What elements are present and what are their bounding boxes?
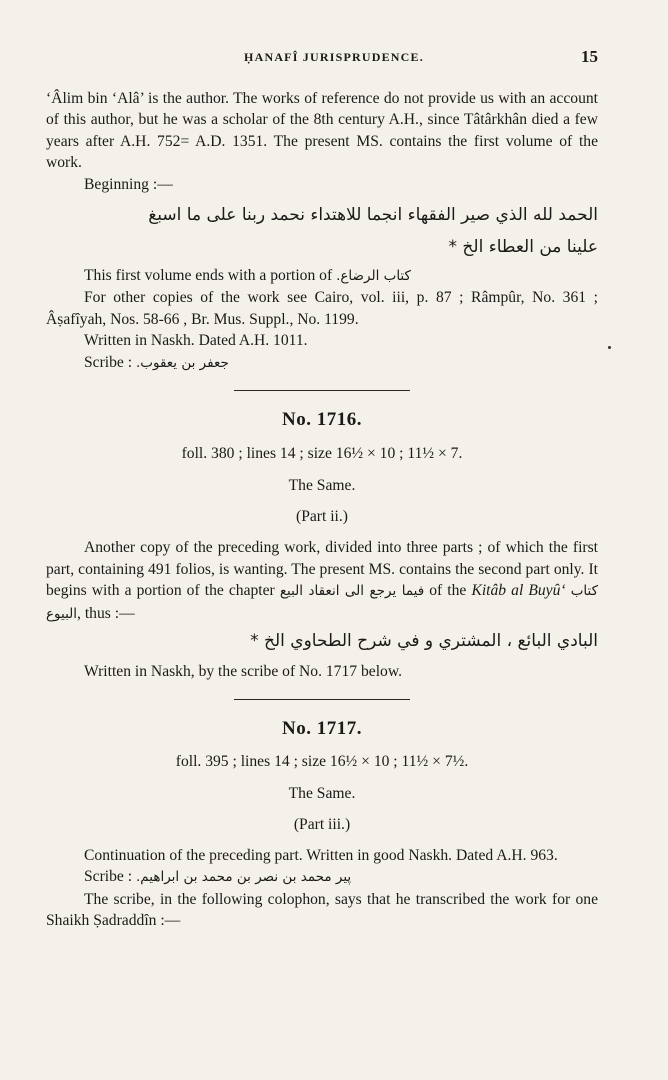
running-header xyxy=(0,47,668,74)
header-title: ḤANAFÎ JURISPRUDENCE. xyxy=(244,50,424,64)
volume-end-text: This first volume ends with a portion of xyxy=(84,267,333,285)
page-content xyxy=(46,88,598,932)
entry2-title: The Same. xyxy=(288,477,356,495)
arabic-chapter-name: فيما يرجع الى انعقاد البيع xyxy=(279,583,425,600)
entry2-arabic-line: البادي البائع ، المشتري و في شرح الطحاوي الخ * xyxy=(250,631,598,652)
entry2-text-before: Another copy of the preceding work, divided into three parts ; of which the first part, containing 491 folios, is wanting. The present MS. contains the second part only. It begins with a portion of the chapter xyxy=(46,539,598,600)
entry2-paragraph xyxy=(46,537,598,625)
scribe-label: Scribe : xyxy=(84,868,133,886)
entry2-specs: foll. 380 ; lines 14 ; size 16½ × 10 ; 11½ × 7. xyxy=(181,445,463,463)
beginning-label: Beginning :— xyxy=(84,175,173,193)
entry1-written: Written in Naskh. Dated A.H. 1011. xyxy=(84,332,308,350)
entry2-part: (Part ii.) xyxy=(296,508,348,526)
entry1-scribe-line xyxy=(46,352,598,374)
entry2-written: Written in Naskh, by the scribe of No. 1717 below. xyxy=(84,663,402,681)
entry-number-1716: No. 1716. xyxy=(282,409,362,431)
entry3-part: (Part iii.) xyxy=(293,815,351,833)
entry2-text-after: , thus :— xyxy=(77,604,135,622)
section-divider xyxy=(234,390,410,391)
entry1-paragraph: ‘Âlim bin ‘Alâ’ is the author. The works of reference do not provide us with an account of this author, but he was a scholar of the 8th century A.H., since Tâtârkhân died a few years after A.H. 752= A.D. 1351. The present MS. contains the first volume of the work. xyxy=(46,90,598,172)
entry3-title: The Same. xyxy=(288,784,356,802)
scribe-arabic: پير محمد بن نصر بن محمد بن ابراهيم. xyxy=(135,869,352,886)
entry3-colophon-intro: The scribe, in the following colophon, says that he transcribed the work for one Shaikh Ṣadraddîn :— xyxy=(46,890,598,930)
entry2-text-mid: of the xyxy=(429,582,467,600)
scribe-label: Scribe : xyxy=(84,353,133,371)
arabic-quote-line-1: الحمد لله الذي صير الفقهاء انجما للاهتداء نحمد ربنا على ما اسبغ xyxy=(148,205,598,226)
volume-end-arabic: كتاب الرضاع. xyxy=(336,268,411,285)
entry-number-1717: No. 1717. xyxy=(282,717,362,739)
ink-speck xyxy=(608,346,611,349)
entry3-specs: foll. 395 ; lines 14 ; size 16½ × 10 ; 11½ × 7½. xyxy=(175,752,469,770)
section-divider xyxy=(234,699,410,700)
volume-end-line xyxy=(46,265,598,287)
page-number: 15 xyxy=(581,47,598,66)
arabic-kitab-name: كتاب البيوع xyxy=(46,583,599,622)
other-copies: For other copies of the work see Cairo, vol. iii, p. 87 ; Râmpûr, No. 361 ; Âṣafîyah, Nos. 58-66 , Br. Mus. Suppl., No. 1199. xyxy=(46,289,598,328)
kitab-title: Kitâb al Buyû‘ xyxy=(471,582,566,600)
entry3-paragraph: Continuation of the preceding part. Written in good Naskh. Dated A.H. 963. xyxy=(84,846,558,864)
entry3-scribe-line xyxy=(46,866,598,888)
scribe-arabic: جعفر بن يعقوب. xyxy=(135,354,229,371)
arabic-quote-line-2: علينا من العطاء الخ * xyxy=(448,237,598,258)
